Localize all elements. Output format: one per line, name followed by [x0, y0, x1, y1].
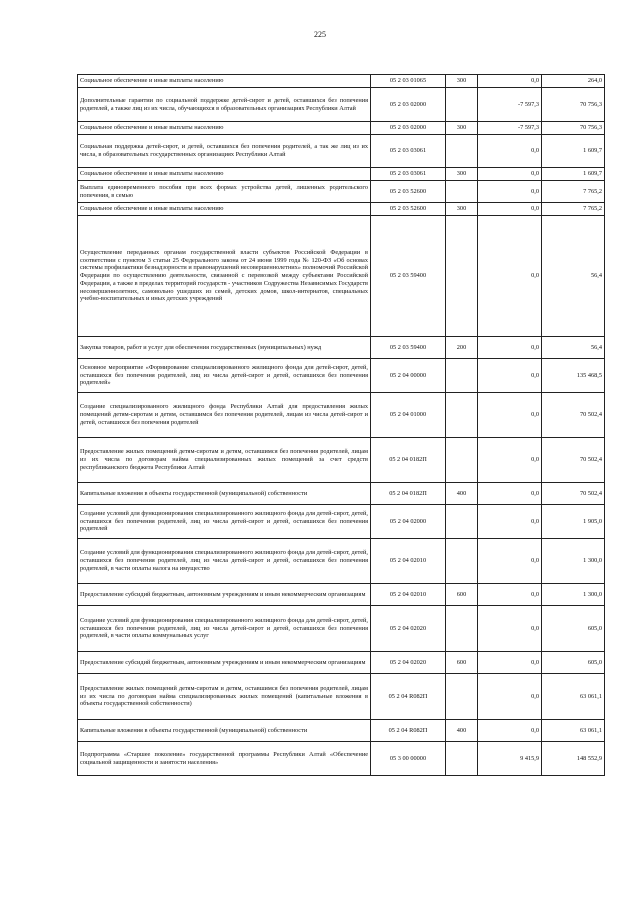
- row-expense-type-cell: [446, 88, 478, 122]
- row-expense-type-cell: [446, 181, 478, 203]
- row-code-cell: 05 2 03 52600: [371, 181, 446, 203]
- row-code-cell: 05 2 03 03061: [371, 168, 446, 181]
- row-code-cell: 05 2 03 01065: [371, 75, 446, 88]
- row-code-cell: 05 2 03 02000: [371, 122, 446, 135]
- row-amount-total-cell: 1 905,0: [542, 505, 605, 539]
- row-expense-type-cell: [446, 742, 478, 776]
- table-row: [78, 584, 605, 606]
- row-name-cell: Создание специализированного жилищного фонда Республики Алтай для предоставления жилых помещений детям-сиротам и детям, оставшимся без попечения родителей, лицам из числа детей-сирот и детей, оставшихся без попечения родителей: [78, 393, 371, 438]
- row-name-cell: Предоставление субсидий бюджетным, автономным учреждениям и иным некоммерческим организациям: [78, 652, 371, 674]
- row-amount-change-cell: -7 597,3: [478, 88, 542, 122]
- row-name-cell: Социальное обеспечение и иные выплаты населению: [78, 168, 371, 181]
- row-amount-total-cell: 264,0: [542, 75, 605, 88]
- row-amount-change-cell: 0,0: [478, 359, 542, 393]
- row-amount-change-cell: 0,0: [478, 203, 542, 216]
- table-row: [78, 393, 605, 438]
- row-amount-total-cell: 56,4: [542, 216, 605, 337]
- row-name-cell: Предоставление жилых помещений детям-сиротам и детям, оставшимся без попечения родителей, лицам из их числа по договорам найма специализированных жилых помещений за счет средств республиканского бюджета Республики Алтай: [78, 438, 371, 483]
- row-name-cell: Основное мероприятие «Формирование специализированного жилищного фонда для детей-сирот, детей, оставшихся без попечения родителей, лиц из числа детей-сирот и детей, оставшихся без попечения родителей»: [78, 359, 371, 393]
- row-expense-type-cell: [446, 393, 478, 438]
- row-expense-type-cell: [446, 539, 478, 584]
- row-code-cell: 05 2 03 59400: [371, 337, 446, 359]
- row-amount-change-cell: 0,0: [478, 168, 542, 181]
- row-amount-total-cell: 605,0: [542, 652, 605, 674]
- row-amount-total-cell: 70 502,4: [542, 393, 605, 438]
- row-name-cell: Дополнительные гарантии по социальной поддержке детей-сирот и детей, оставшихся без попечения родителей, а также лиц из их числа, обучающихся в образовательных организациях Республики Алтай: [78, 88, 371, 122]
- row-name-cell: Социальная поддержка детей-сирот, и детей, оставшихся без попечения родителей, а так же лиц из их числа, в образовательных государственных организациях Республики Алтай: [78, 135, 371, 168]
- row-code-cell: 05 2 04 00000: [371, 359, 446, 393]
- row-amount-total-cell: 70 756,3: [542, 122, 605, 135]
- row-expense-type-cell: 300: [446, 122, 478, 135]
- row-amount-total-cell: 1 300,0: [542, 584, 605, 606]
- row-code-cell: 05 2 04 02020: [371, 606, 446, 652]
- row-amount-total-cell: 70 502,4: [542, 438, 605, 483]
- row-amount-total-cell: 63 061,1: [542, 720, 605, 742]
- row-amount-change-cell: 0,0: [478, 216, 542, 337]
- row-code-cell: 05 3 00 00000: [371, 742, 446, 776]
- row-name-cell: Предоставление жилых помещений детям-сиротам и детям, оставшимся без попечения родителей, лицам из их числа по договорам найма специализированных жилых помещений (капитальные вложения в объекты государственной собственности): [78, 674, 371, 720]
- row-name-cell: Капитальные вложения в объекты государственной (муниципальной) собственности: [78, 483, 371, 505]
- row-expense-type-cell: [446, 606, 478, 652]
- row-expense-type-cell: [446, 135, 478, 168]
- row-amount-total-cell: 148 552,9: [542, 742, 605, 776]
- row-amount-total-cell: 135 468,5: [542, 359, 605, 393]
- row-expense-type-cell: 600: [446, 652, 478, 674]
- row-amount-total-cell: 56,4: [542, 337, 605, 359]
- row-expense-type-cell: 400: [446, 720, 478, 742]
- row-expense-type-cell: 600: [446, 584, 478, 606]
- row-expense-type-cell: [446, 359, 478, 393]
- page-number: 225: [314, 30, 326, 39]
- row-name-cell: Создание условий для функционирования специализированного жилищного фонда для детей-сирот, детей, оставшихся без попечения родителей, лиц из числа детей-сирот и детей, оставшихся без попечения родителей: [78, 505, 371, 539]
- table-row: [78, 135, 605, 168]
- row-code-cell: 05 2 04 R082П: [371, 674, 446, 720]
- row-amount-total-cell: 1 609,7: [542, 168, 605, 181]
- row-amount-change-cell: 0,0: [478, 652, 542, 674]
- row-amount-total-cell: 605,0: [542, 606, 605, 652]
- table-row: [78, 203, 605, 216]
- row-name-cell: Капитальные вложения в объекты государственной (муниципальной) собственности: [78, 720, 371, 742]
- table-row: [78, 483, 605, 505]
- row-name-cell: Социальное обеспечение и иные выплаты населению: [78, 75, 371, 88]
- row-amount-total-cell: 1 609,7: [542, 135, 605, 168]
- row-amount-total-cell: 63 061,1: [542, 674, 605, 720]
- table-row: [78, 652, 605, 674]
- row-code-cell: 05 2 04 R082П: [371, 720, 446, 742]
- table-row: [78, 505, 605, 539]
- row-code-cell: 05 2 03 59400: [371, 216, 446, 337]
- row-name-cell: Социальное обеспечение и иные выплаты населению: [78, 122, 371, 135]
- row-expense-type-cell: 300: [446, 75, 478, 88]
- row-amount-total-cell: 1 300,0: [542, 539, 605, 584]
- row-code-cell: 05 2 04 02010: [371, 584, 446, 606]
- row-name-cell: Создание условий для функционирования специализированного жилищного фонда для детей-сирот, детей, оставшихся без попечения родителей, лиц из числа детей-сирот и детей, оставшихся без попечения родителей, в части оплаты налога на имущество: [78, 539, 371, 584]
- row-amount-change-cell: 0,0: [478, 584, 542, 606]
- table-row: [78, 122, 605, 135]
- row-code-cell: 05 2 04 0182П: [371, 438, 446, 483]
- table-row: [78, 720, 605, 742]
- row-expense-type-cell: 200: [446, 337, 478, 359]
- row-code-cell: 05 2 04 02000: [371, 505, 446, 539]
- row-code-cell: 05 2 04 02010: [371, 539, 446, 584]
- row-amount-total-cell: 70 502,4: [542, 483, 605, 505]
- table-row: [78, 359, 605, 393]
- row-code-cell: 05 2 04 0182П: [371, 483, 446, 505]
- row-amount-change-cell: 0,0: [478, 674, 542, 720]
- row-code-cell: 05 2 03 03061: [371, 135, 446, 168]
- row-name-cell: Подпрограмма «Старшее поколение» государственной программы Республики Алтай «Обеспечение социальной защищенности и занятости населения»: [78, 742, 371, 776]
- table-row: [78, 168, 605, 181]
- row-amount-total-cell: 7 765,2: [542, 181, 605, 203]
- row-name-cell: Социальное обеспечение и иные выплаты населению: [78, 203, 371, 216]
- budget-table-body: [78, 75, 605, 776]
- row-amount-change-cell: 0,0: [478, 720, 542, 742]
- row-code-cell: 05 2 03 02000: [371, 88, 446, 122]
- row-expense-type-cell: 300: [446, 203, 478, 216]
- row-code-cell: 05 2 03 52600: [371, 203, 446, 216]
- row-amount-total-cell: 7 765,2: [542, 203, 605, 216]
- row-code-cell: 05 2 04 01000: [371, 393, 446, 438]
- row-name-cell: Выплата единовременного пособия при всех формах устройства детей, лишенных родительского попечения, в семью: [78, 181, 371, 203]
- row-amount-change-cell: 0,0: [478, 181, 542, 203]
- row-amount-change-cell: 0,0: [478, 438, 542, 483]
- row-amount-change-cell: 0,0: [478, 539, 542, 584]
- row-amount-change-cell: 0,0: [478, 393, 542, 438]
- row-name-cell: Осуществление переданных органам государственной власти субъектов Российской Федерации в соответствии с пунктом 3 статьи 25 Федерального закона от 24 июня 1999 года № 120-ФЗ «Об основах системы профилактики безнадзорности и правонарушений несовершеннолетних» полномочий Российской Федерации по осуществлению деятельности, связанной с перевозкой между субъектами Российской Федерации, а также в пределах территорий государств - участников Содружества Независимых Государств несовершеннолетних, самовольно ушедших из семей, детских домов, школ-интернатов, специальных учебно-воспитательных и иных детских учреждений: [78, 216, 371, 337]
- row-code-cell: 05 2 04 02020: [371, 652, 446, 674]
- row-amount-change-cell: 0,0: [478, 135, 542, 168]
- table-row: [78, 181, 605, 203]
- row-expense-type-cell: [446, 438, 478, 483]
- row-expense-type-cell: 400: [446, 483, 478, 505]
- row-amount-total-cell: 70 756,3: [542, 88, 605, 122]
- table-row: [78, 337, 605, 359]
- table-row: [78, 539, 605, 584]
- table-row: [78, 75, 605, 88]
- row-amount-change-cell: 0,0: [478, 337, 542, 359]
- row-expense-type-cell: [446, 216, 478, 337]
- table-row: [78, 88, 605, 122]
- row-name-cell: Закупка товаров, работ и услуг для обеспечения государственных (муниципальных) нужд: [78, 337, 371, 359]
- table-row: [78, 742, 605, 776]
- row-amount-change-cell: 0,0: [478, 75, 542, 88]
- row-amount-change-cell: 0,0: [478, 505, 542, 539]
- row-name-cell: Предоставление субсидий бюджетным, автономным учреждениям и иным некоммерческим организациям: [78, 584, 371, 606]
- row-amount-change-cell: 0,0: [478, 606, 542, 652]
- row-name-cell: Создание условий для функционирования специализированного жилищного фонда для детей-сирот, детей, оставшихся без попечения родителей, лиц из числа детей-сирот и детей, оставшихся без попечения родителей, в части оплаты коммунальных услуг: [78, 606, 371, 652]
- budget-table: [77, 74, 605, 776]
- table-row: [78, 216, 605, 337]
- table-row: [78, 606, 605, 652]
- table-row: [78, 674, 605, 720]
- row-amount-change-cell: 9 415,9: [478, 742, 542, 776]
- row-expense-type-cell: 300: [446, 168, 478, 181]
- table-row: [78, 438, 605, 483]
- row-expense-type-cell: [446, 505, 478, 539]
- row-amount-change-cell: -7 597,3: [478, 122, 542, 135]
- row-expense-type-cell: [446, 674, 478, 720]
- row-amount-change-cell: 0,0: [478, 483, 542, 505]
